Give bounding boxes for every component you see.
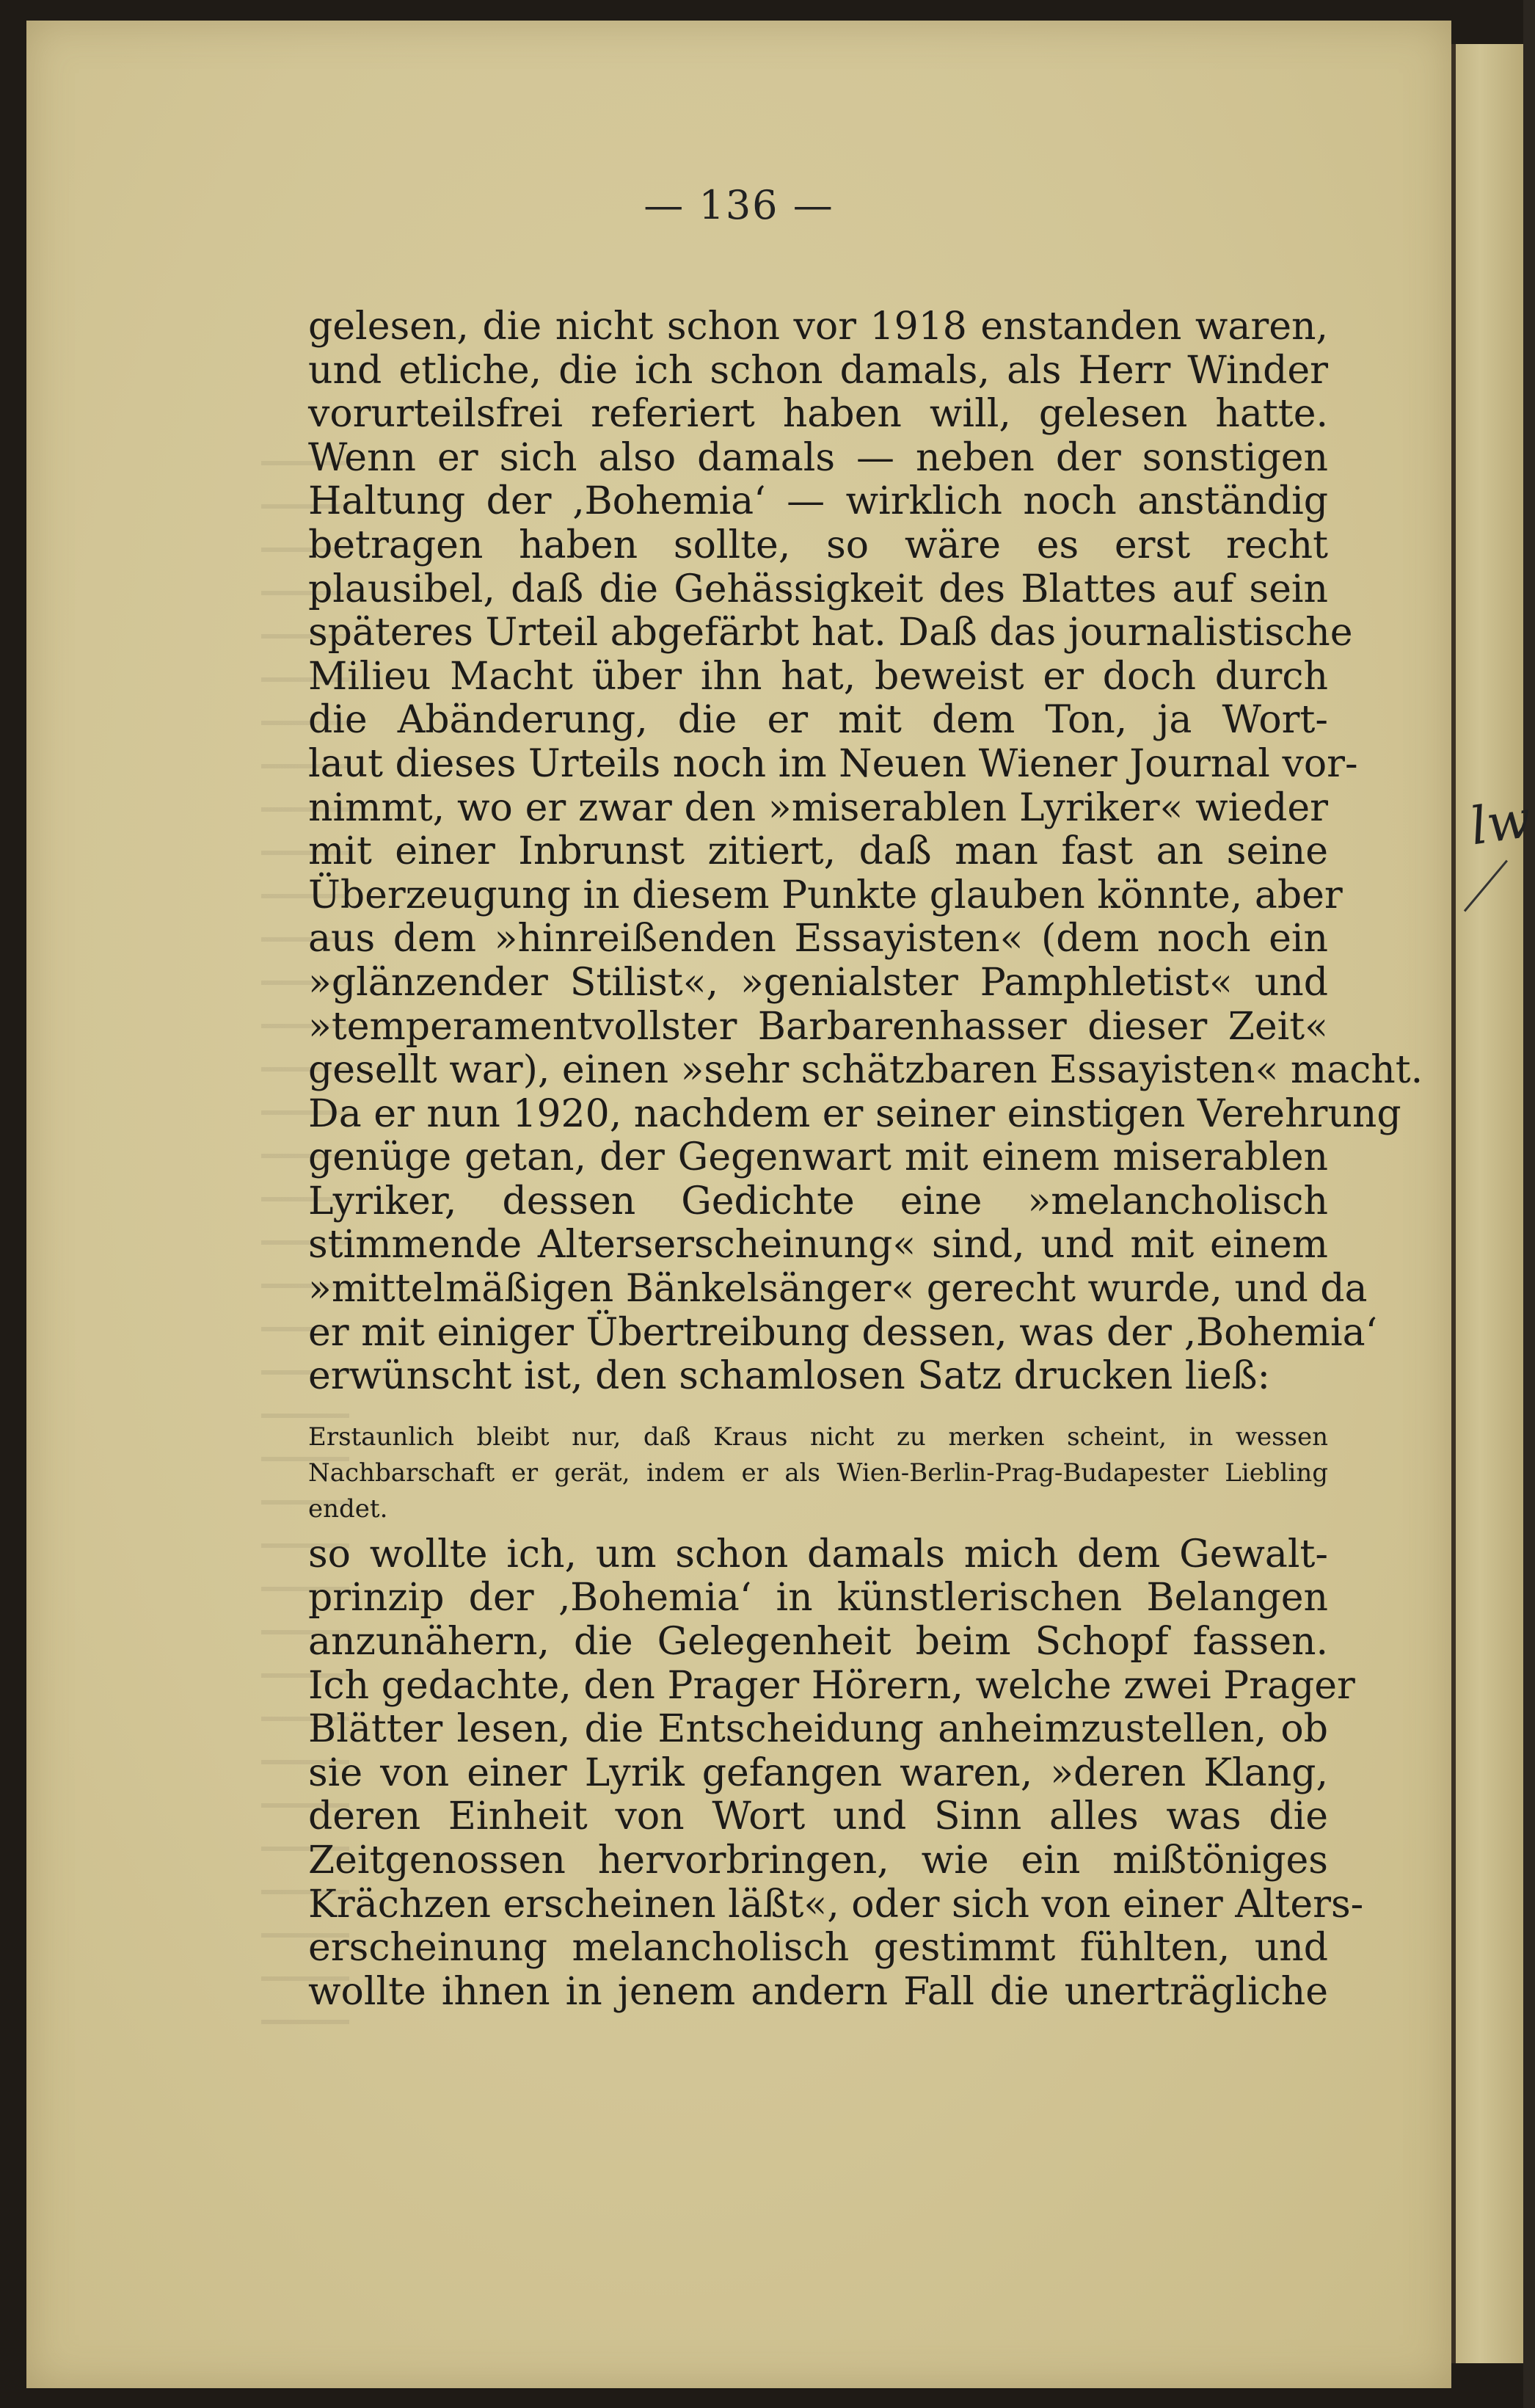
book-page [26, 21, 1451, 2388]
quote-line: endet. [308, 1494, 388, 1524]
text-line: gelesen, die nicht schon vor 1918 enstanden waren, [308, 305, 1328, 349]
text-line: späteres Urteil abgefärbt hat. Daß das journalistische [308, 611, 1353, 655]
text-line: »temperamentvollster Barbarenhasser dieser Zeit« [308, 1004, 1328, 1049]
text-line: aus dem »hinreißenden Essayisten« (dem noch ein [308, 917, 1328, 961]
text-line: erwünscht ist, den schamlosen Satz drucken ließ: [308, 1354, 1271, 1399]
text-line: gesellt war), einen »sehr schätzbaren Essayisten« macht. [308, 1048, 1423, 1093]
page-number: — 136 — [643, 182, 834, 228]
text-line: Ich gedachte, den Prager Hörern, welche zwei Prager [308, 1663, 1355, 1708]
text-line: vorurteilsfrei referiert haben will, gelesen hatte. [308, 392, 1328, 437]
text-line: sie von einer Lyrik gefangen waren, »deren Klang, [308, 1750, 1328, 1795]
text-line: prinzip der ‚Bohemia‘ in künstlerischen Belangen [308, 1576, 1328, 1621]
body-text [308, 305, 1423, 2014]
text-line: betragen haben sollte, so wäre es erst recht [308, 523, 1328, 567]
text-line: Krächzen erscheinen läßt«, oder sich von einer Alters- [308, 1882, 1364, 1927]
text-line: Lyriker, dessen Gedichte eine »melancholisch [308, 1179, 1328, 1223]
text-line: so wollte ich, um schon damals mich dem Gewalt- [308, 1532, 1328, 1576]
text-line: die Abänderung, die er mit dem Ton, ja Wort- [308, 698, 1328, 743]
text-line: und etliche, die ich schon damals, als Herr Winder [308, 348, 1328, 393]
quote-line: Erstaunlich bleibt nur, daß Kraus nicht zu merken scheint, in wessen [308, 1422, 1328, 1452]
text-line: Wenn er sich also damals — neben der sonstigen [308, 435, 1328, 480]
text-line: plausibel, daß die Gehässigkeit des Blattes auf sein [308, 567, 1328, 611]
text-line: anzunähern, die Gelegenheit beim Schopf fassen. [308, 1620, 1328, 1665]
text-line: Milieu Macht über ihn hat, beweist er doch durch [308, 654, 1328, 699]
book-gutter [1451, 44, 1456, 2363]
block-quote [308, 1419, 1328, 1527]
text-line: laut dieses Urteils noch im Neuen Wiener Journal vor- [308, 741, 1358, 786]
text-line: »mittelmäßigen Bänkelsänger« gerecht wurde, und da [308, 1267, 1368, 1312]
text-line: Da er nun 1920, nachdem er seiner einstigen Verehrung [308, 1091, 1401, 1136]
handwritten-margin-note: lw [1466, 788, 1535, 857]
text-line: »glänzender Stilist«, »genialster Pamphletist« und [308, 960, 1328, 1005]
text-line: Zeitgenossen hervorbringen, wie ein mißtöniges [308, 1838, 1328, 1883]
text-line: nimmt, wo er zwar den »miserablen Lyriker« wieder [308, 785, 1328, 830]
text-line: deren Einheit von Wort und Sinn alles was die [308, 1794, 1328, 1839]
facing-page-edge [1451, 44, 1523, 2363]
text-line: Blätter lesen, die Entscheidung anheimzustellen, ob [308, 1707, 1328, 1752]
text-line: Überzeugung in diesem Punkte glauben könnte, aber [308, 873, 1343, 917]
text-line: genüge getan, der Gegenwart mit einem miserablen [308, 1135, 1328, 1180]
text-line: mit einer Inbrunst zitiert, daß man fast an seine [308, 829, 1328, 874]
text-line: er mit einiger Übertreibung dessen, was der ‚Bohemia‘ [308, 1310, 1378, 1355]
text-line: wollte ihnen in jenem andern Fall die unerträgliche [308, 1969, 1328, 2014]
text-line: Haltung der ‚Bohemia‘ — wirklich noch anständig [308, 479, 1328, 524]
text-line: stimmende Alterserscheinung« sind, und mit einem [308, 1223, 1328, 1267]
text-line: erscheinung melancholisch gestimmt fühlten, und [308, 1926, 1328, 1971]
quote-line: Nachbarschaft er gerät, indem er als Wien-Berlin-Prag-Budapester Liebling [308, 1458, 1328, 1488]
